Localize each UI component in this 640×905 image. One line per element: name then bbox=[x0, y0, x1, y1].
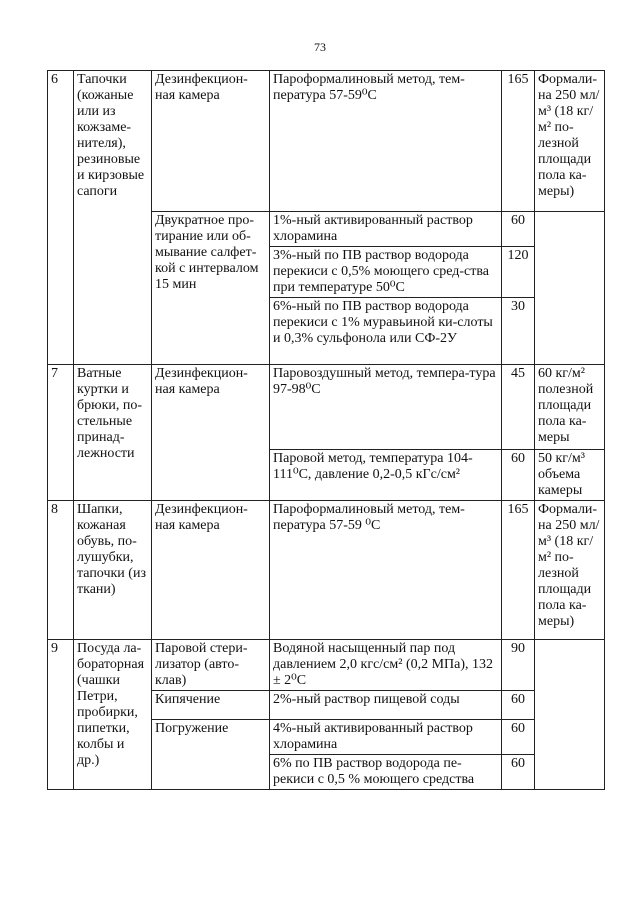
regime-cell: 6%-ный по ПВ раствор водорода перекиси с 1% муравьиной ки-слоты и 0,3% сульфонола или СФ-2У bbox=[270, 298, 502, 365]
table-row bbox=[48, 71, 605, 212]
table-row bbox=[48, 501, 605, 640]
regime-cell: 3%-ный по ПВ раствор водорода перекиси с 0,5% моющего сред-ства при температуре 50⁰С bbox=[270, 247, 502, 298]
item-cell: Тапочки (кожаные или из кожзаме-нителя), резиновые и кирзовые сапоги bbox=[74, 71, 152, 365]
time-cell: 30 bbox=[502, 298, 535, 365]
row-number: 8 bbox=[48, 501, 74, 640]
time-cell: 60 bbox=[502, 450, 535, 501]
equipment-cell: Кипячение bbox=[152, 691, 270, 720]
regime-cell: Пароформалиновый метод, тем-пература 57-59⁰С bbox=[270, 71, 502, 212]
page-number: 73 bbox=[314, 40, 326, 54]
time-cell: 60 bbox=[502, 720, 535, 755]
equipment-cell: Паровой стери-лизатор (авто-клав) bbox=[152, 640, 270, 691]
norm-cell: 60 кг/м² полезной площади пола ка-меры bbox=[535, 365, 605, 450]
equipment-cell: Двукратное про-тирание или об-мывание салфет-кой с интервалом 15 мин bbox=[152, 212, 270, 365]
item-cell: Ватные куртки и брюки, по-стельные принад-лежности bbox=[74, 365, 152, 501]
regime-cell: Паровоздушный метод, темпера-тура 97-98⁰С bbox=[270, 365, 502, 450]
item-cell: Шапки, кожаная обувь, по-лушубки, тапочки (из ткани) bbox=[74, 501, 152, 640]
item-cell: Посуда ла-бораторная (чашки Петри, пробирки, пипетки, колбы и др.) bbox=[74, 640, 152, 790]
regime-cell: 4%-ный активированный раствор хлорамина bbox=[270, 720, 502, 755]
time-cell: 60 bbox=[502, 691, 535, 720]
time-cell: 120 bbox=[502, 247, 535, 298]
row-number: 9 bbox=[48, 640, 74, 790]
regime-cell: Водяной насыщенный пар под давлением 2,0 кгс/см² (0,2 МПа), 132 ± 2⁰С bbox=[270, 640, 502, 691]
time-cell: 165 bbox=[502, 71, 535, 212]
equipment-cell: Погружение bbox=[152, 720, 270, 790]
table-row bbox=[48, 365, 605, 450]
equipment-cell: Дезинфекцион-ная камера bbox=[152, 365, 270, 501]
equipment-cell: Дезинфекцион-ная камера bbox=[152, 501, 270, 640]
disinfection-table bbox=[47, 70, 605, 790]
regime-cell: 1%-ный активированный раствор хлорамина bbox=[270, 212, 502, 247]
norm-cell bbox=[535, 212, 605, 365]
equipment-cell: Дезинфекцион-ная камера bbox=[152, 71, 270, 212]
table-row bbox=[48, 640, 605, 691]
regime-cell: Пароформалиновый метод, тем-пература 57-59 ⁰С bbox=[270, 501, 502, 640]
norm-cell: 50 кг/м³ объема камеры bbox=[535, 450, 605, 501]
time-cell: 60 bbox=[502, 755, 535, 790]
regime-cell: 2%-ный раствор пищевой соды bbox=[270, 691, 502, 720]
row-number: 7 bbox=[48, 365, 74, 501]
regime-cell: 6% по ПВ раствор водорода пе-рекиси с 0,5 % моющего средства bbox=[270, 755, 502, 790]
row-number: 6 bbox=[48, 71, 74, 365]
time-cell: 60 bbox=[502, 212, 535, 247]
time-cell: 165 bbox=[502, 501, 535, 640]
time-cell: 90 bbox=[502, 640, 535, 691]
regime-cell: Паровой метод, температура 104-111⁰С, давление 0,2-0,5 кГс/см² bbox=[270, 450, 502, 501]
time-cell: 45 bbox=[502, 365, 535, 450]
norm-cell: Формали-на 250 мл/м³ (18 кг/м² по-лезной площади пола ка-меры) bbox=[535, 71, 605, 212]
norm-cell bbox=[535, 640, 605, 790]
norm-cell: Формали-на 250 мл/м³ (18 кг/м² по-лезной площади пола ка-меры) bbox=[535, 501, 605, 640]
